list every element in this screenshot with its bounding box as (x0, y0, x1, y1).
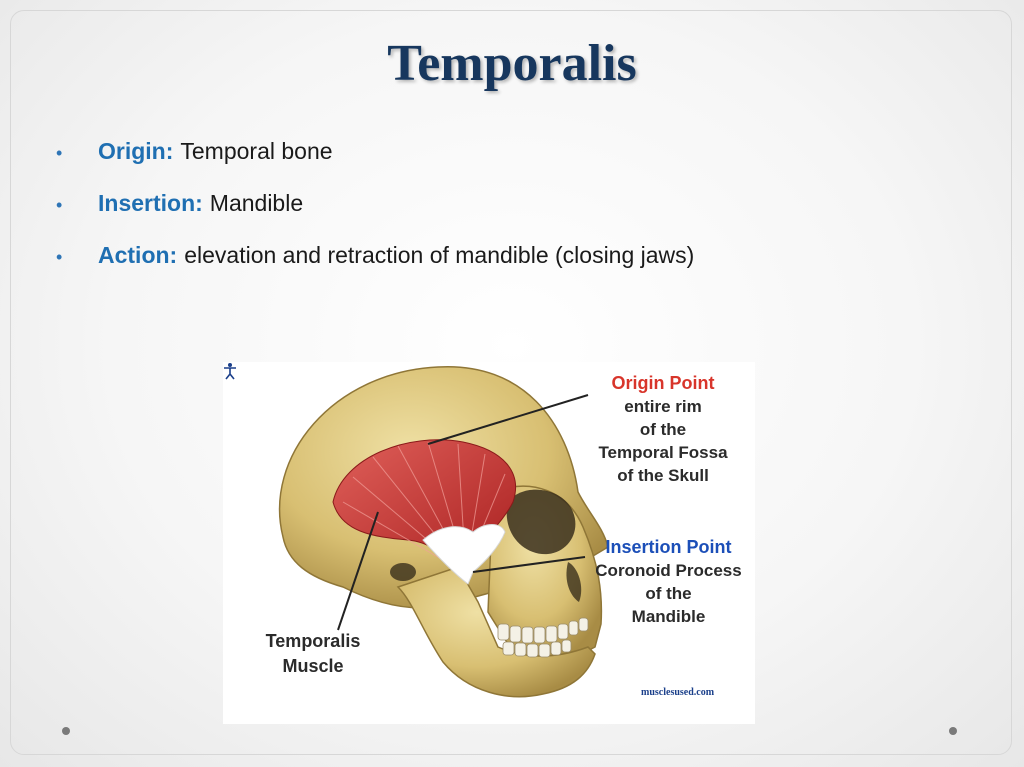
bullet-action (56, 242, 694, 294)
bullet-text-origin: Temporal bone (180, 138, 333, 164)
origin-point-label (578, 372, 748, 487)
bullet-label-origin: Origin: (98, 138, 174, 164)
ear-canal (390, 563, 416, 581)
bullet-text-action: elevation and retraction of mandible (closing jaws) (184, 242, 695, 268)
bullet-origin (56, 138, 694, 190)
bullet-insertion (56, 190, 694, 242)
muscle-line-1: Temporalis (265, 631, 361, 651)
watermark-text: musclesused.com (641, 687, 715, 698)
bullet-marker: • (56, 247, 63, 267)
bullet-label-action: Action: (98, 242, 178, 268)
bullet-marker: • (56, 195, 63, 215)
origin-line-3: Temporal Fossa (598, 443, 728, 462)
insertion-line-3: Mandible (631, 607, 706, 626)
corner-dot-left (62, 727, 70, 735)
bullet-marker: • (56, 143, 63, 163)
corner-dot-right (949, 727, 957, 735)
temporalis-muscle-label (243, 629, 383, 679)
muscle-line-2: Muscle (282, 656, 344, 676)
origin-line-1: entire rim (624, 397, 702, 416)
skull-figure (223, 362, 755, 724)
bullet-list (56, 138, 694, 294)
insertion-line-1: Coronoid Process (595, 561, 742, 580)
insertion-line-2: of the (645, 584, 692, 603)
bullet-text-insertion: Mandible (209, 190, 304, 216)
watermark-figure-icon (223, 362, 237, 380)
insertion-point-title: Insertion Point (605, 537, 732, 557)
bullet-label-insertion: Insertion: (98, 190, 203, 216)
origin-line-2: of the (639, 420, 687, 439)
insertion-point-label (581, 536, 755, 628)
slide-title: Temporalis (387, 35, 637, 92)
origin-point-title: Origin Point (611, 373, 715, 393)
origin-line-4: of the Skull (617, 466, 709, 485)
